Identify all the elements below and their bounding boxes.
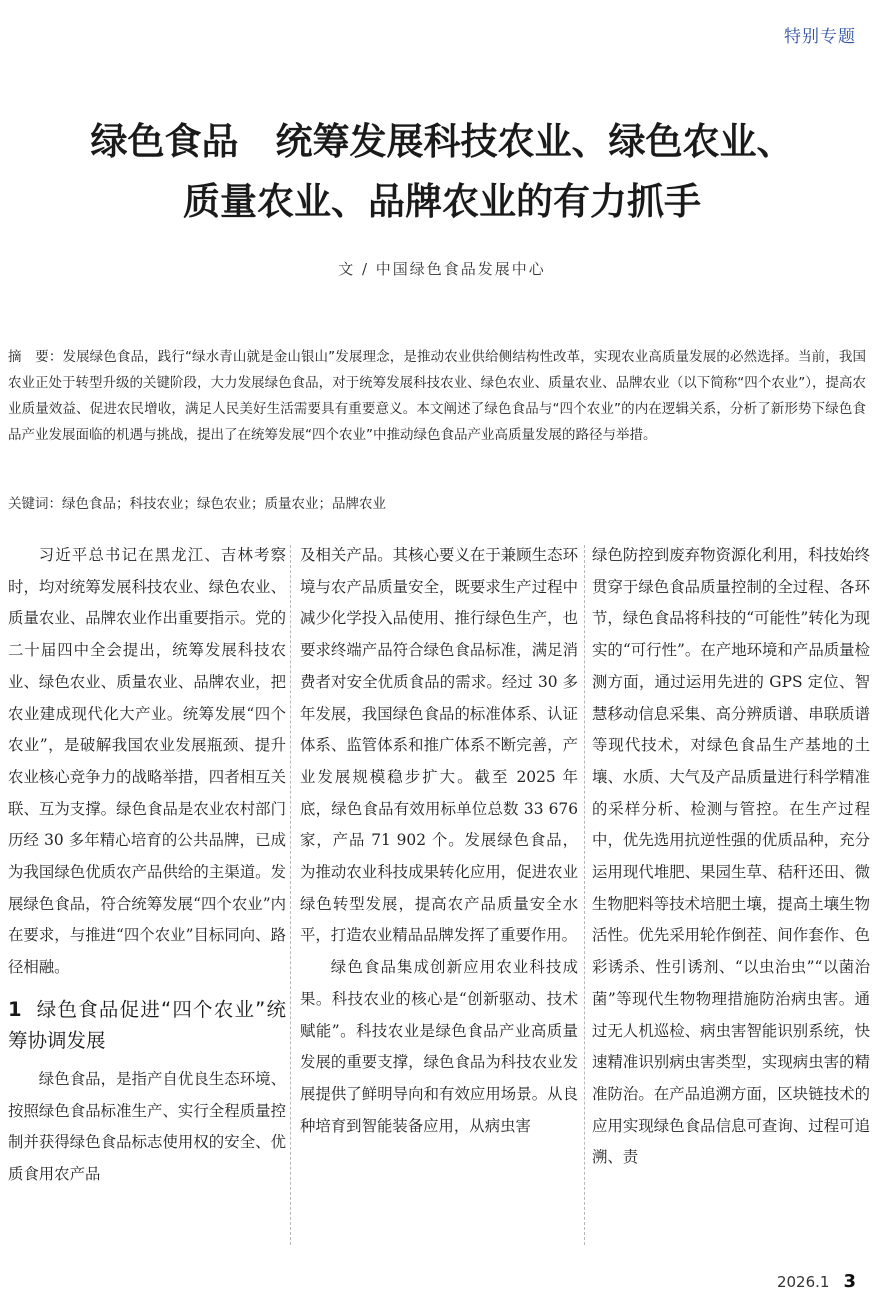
page-footer [777,1271,856,1292]
column-divider [584,545,585,1245]
issue-number: 2026.1 [776,1273,830,1291]
article-title-line1: 绿色食品 统筹发展科技农业、绿色农业、 [90,120,794,163]
column-divider [290,545,291,1245]
byline: 文 / 中国绿色食品发展中心 [338,260,546,278]
section-number: 1 [8,997,22,1021]
abstract-text: 发展绿色食品，践行“绿水青山就是金山银山”发展理念，是推动农业供给侧结构性改革，实现农业高质量发展的必然选择。当前，我国农业正处于转型升级的关键阶段，大力发展绿色食品，对于统筹发展科技农业、绿色农业、质量农业、品牌农业（以下简称“四个农业”），提高农业质量效益、促进农民增收，满足人民美好生活需要具有重要意义。本文阐述了绿色食品与“四个农业”的内在逻辑关系，分析了新形势下绿色食品产业发展面临的机遇与挑战，提出了在统筹发展“四个农业”中推动绿色食品产业高质量发展的路径与举措。 [8,349,866,443]
article-title [0,112,884,232]
section-title: 绿色食品促进“四个农业”统筹协调发展 [8,997,286,1052]
section-heading [8,994,286,1056]
abstract [8,344,866,448]
paragraph: 习近平总书记在黑龙江、吉林考察时，均对统筹发展科技农业、绿色农业、质量农业、品牌农业作出重要指示。党的二十届四中全会提出，统筹发展科技农业、绿色农业、质量农业、品牌农业，把农业建成现代化大产业。统筹发展“四个农业”，是破解我国农业发展瓶颈、提升农业核心竞争力的战略举措，四者相互关联、互为支撑。绿色食品是农业农村部门历经 30 多年精心培育的公共品牌，已成为我国绿色优质农产品供给的主渠道。发展绿色食品，符合统筹发展“四个农业”内在要求，与推进“四个农业”目标同向、路径相融。 [8,546,286,977]
paragraph: 绿色食品集成创新应用农业科技成果。科技农业的核心是“创新驱动、技术赋能”。科技农业是绿色食品产业高质量发展的重要支撑，绿色食品为科技农业发展提供了鲜明导向和有效应用场景。从良种培育到智能装备应用，从病虫害 [300,958,578,1135]
paragraph: 及相关产品。其核心要义在于兼顾生态环境与农产品质量安全，既要求生产过程中减少化学投入品使用、推行绿色生产，也要求终端产品符合绿色食品标准，满足消费者对安全优质食品的需求。经过 30 多年发展，我国绿色食品的标准体系、认证体系、监管体系和推广体系不断完善，产业发展规模稳步扩大。截至 2025 年底，绿色食品有效用标单位总数 33 676 家，产品 71 902 个。发展绿色食品，为推动农业科技成果转化应用，促进农业绿色转型发展，提高农产品质量安全水平，打造农业精品品牌发挥了重要作用。 [300,546,578,945]
article-title-line2: 质量农业、品牌农业的有力抓手 [183,180,701,223]
paragraph: 绿色食品，是指产自优良生态环境、按照绿色食品标准生产、实行全程质量控制并获得绿色食品标志使用权的安全、优质食用农产品 [8,1069,286,1183]
paragraph: 绿色防控到废弃物资源化利用，科技始终贯穿于绿色食品质量控制的全过程、各环节，绿色食品将科技的“可能性”转化为现实的“可行性”。在产地环境和产品质量检测方面，通过运用先进的 GPS 定位、智慧移动信息采集、高分辨质谱、串联质谱等现代技术，对绿色食品生产基地的土壤、水质、大气及产品质量进行科学精准的采样分析、检测与管控。在生产过程中，优先选用抗逆性强的优质品种，充分运用现代堆肥、果园生草、秸秆还田、微生物肥料等技术培肥土壤，提高土壤生物活性。优先采用轮作倒茬、间作套作、色彩诱杀、性引诱剂、“以虫治虫”“以菌治菌”等现代生物物理措施防治病虫害。通过无人机巡检、病虫害智能识别系统，快速精准识别病虫害类型，实现病虫害的精准防治。在产品追溯方面，区块链技术的应用实现绿色食品信息可查询、过程可追溯、责 [592,546,870,1167]
section-tag: 特别专题 [784,27,856,47]
body-column-2 [300,540,578,1240]
keywords-label: 关键词： [8,496,62,512]
page-number: 3 [843,1271,856,1292]
abstract-label: 摘 要： [8,349,63,365]
keywords [8,492,866,516]
body-column-3 [592,540,870,1240]
keywords-text: 绿色食品；科技农业；绿色农业；质量农业；品牌农业 [62,496,386,512]
body-column-1 [8,540,286,1240]
